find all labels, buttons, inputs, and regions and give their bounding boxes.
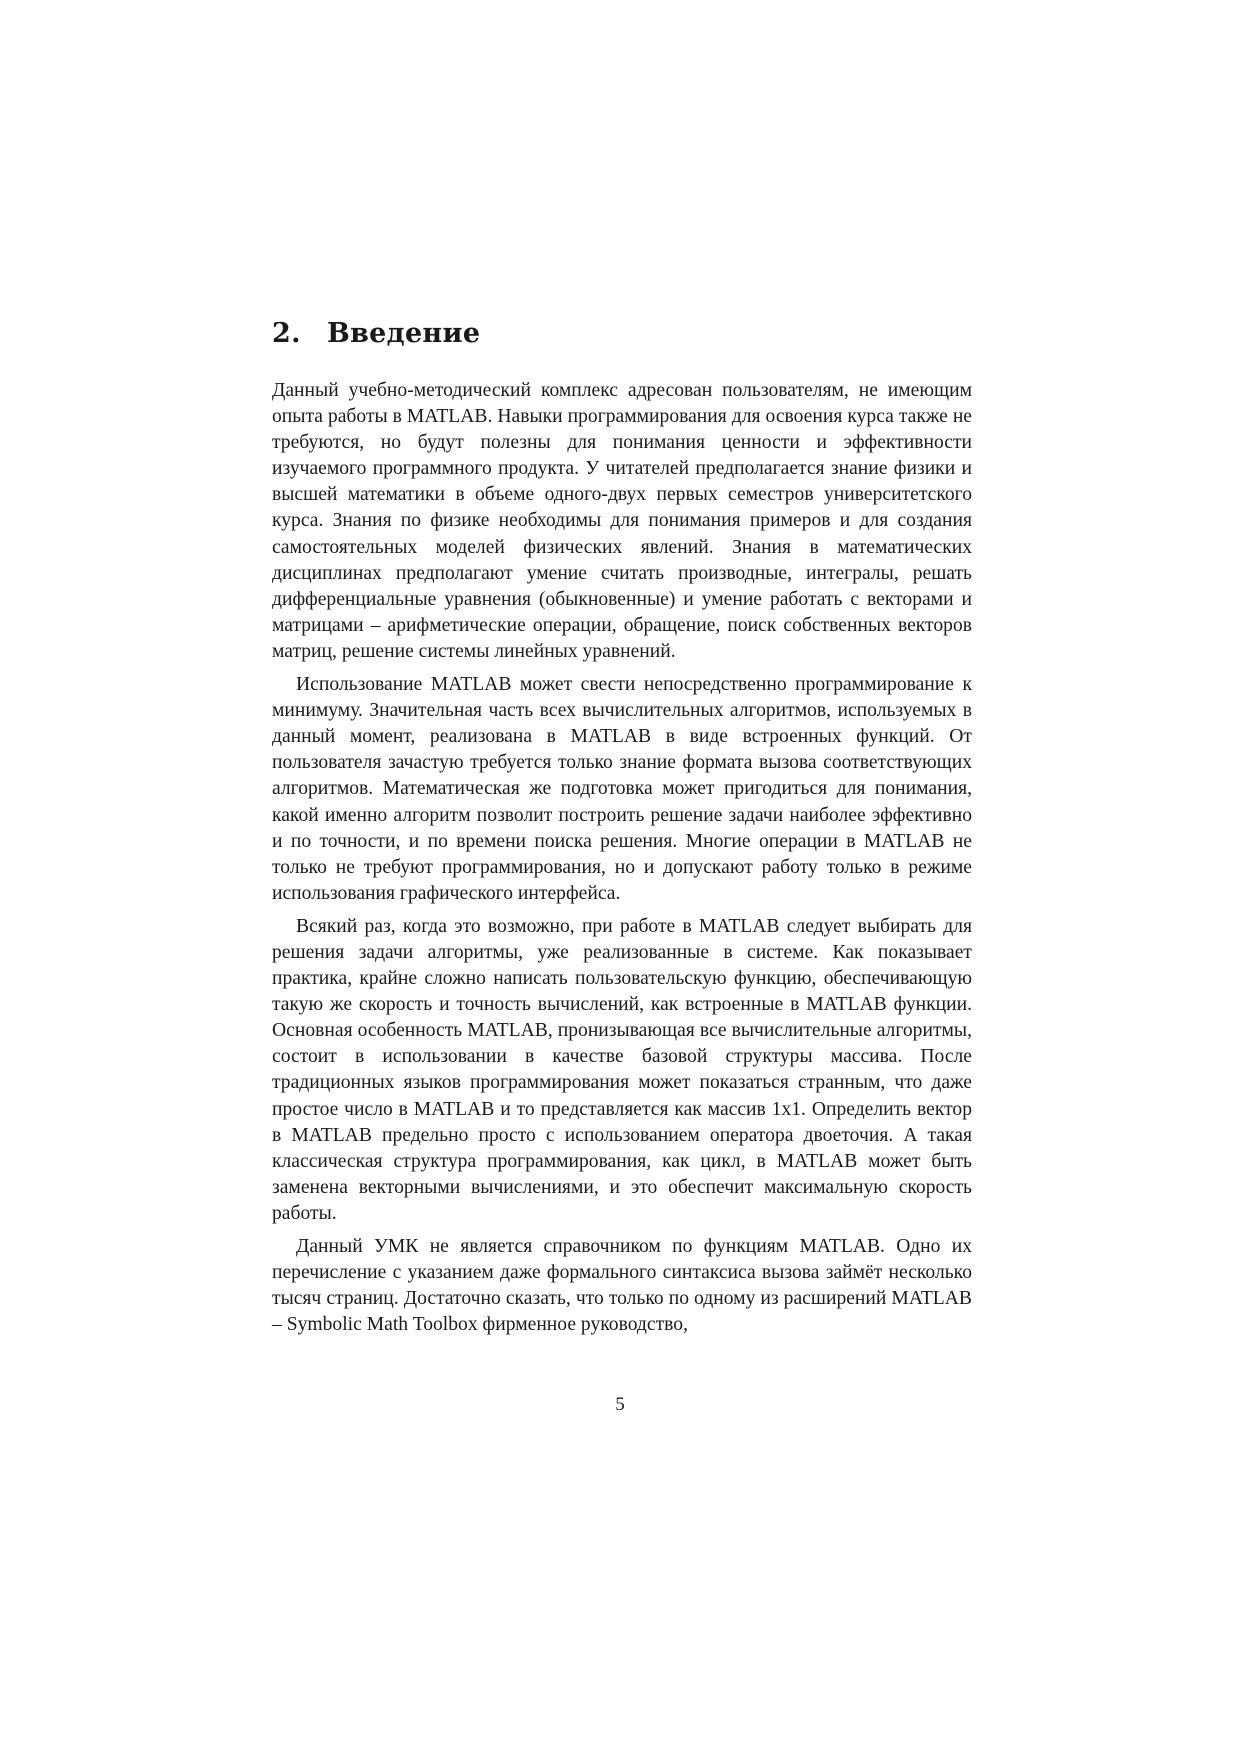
paragraph: Данный УМК не является справочником по функциям MATLAB. Одно их перечисление с указанием даже формального синтаксиса вызова займёт несколько тысяч страниц. Достаточно сказать, что только по одному из расширений MATLAB – Symbolic Math Toolbox фирменное руководство,	[272, 1236, 972, 1336]
paragraph: Использование MATLAB может свести непосредственно программирование к минимуму. Значительная часть всех вычислительных алгоритмов, используемых в данный момент, реализована в MATLAB в виде встроенных функций. От пользователя зачастую требуется только знание формата вызова соответствующих алгоритмов. Математическая же подготовка может пригодиться для понимания, какой именно алгоритм позволит построить решение задачи наиболее эффективно и по точности, и по времени поиска решения. Многие операции в MATLAB не только не требуют программирования, но и допускают работу только в режиме использования графического интерфейса.	[272, 674, 972, 904]
section-title: Введение	[327, 318, 481, 349]
paragraph: Данный учебно-методический комплекс адресован пользователям, не имеющим опыта работы в MATLAB. Навыки программирования для освоения курса также не требуются, но будут полезны для понимания ценности и эффективности изучаемого программного продукта. У читателей предполагается знание физики и высшей математики в объеме одного-двух первых семестров университетского курса. Знания по физике необходимы для понимания примеров и для создания самостоятельных моделей физических явлений. Знания в математических дисциплинах предполагают умение считать производные, интегралы, решать дифференциальные уравнения (обыкновенные) и умение работать с векторами и матрицами – арифметические операции, обращение, поиск собственных векторов матриц, решение системы линейных уравнений.	[272, 380, 972, 662]
body-text	[272, 378, 972, 1345]
section-number: 2.	[272, 318, 301, 349]
paragraph: Всякий раз, когда это возможно, при работе в MATLAB следует выбирать для решения задачи алгоритмы, уже реализованные в системе. Как показывает практика, крайне сложно написать пользовательскую функцию, обеспечивающую такую же скорость и точность вычислений, как встроенные в MATLAB функции. Основная особенность MATLAB, пронизывающая все вычислительные алгоритмы, состоит в использовании в качестве базовой структуры массива. После традиционных языков программирования может показаться странным, что даже простое число в MATLAB и то представляется как массив 1x1. Определить вектор в MATLAB предельно просто с использованием оператора двоеточия. А такая классическая структура программирования, как цикл, в MATLAB может быть заменена векторными вычислениями, и это обеспечит максимальную скорость работы.	[272, 915, 972, 1224]
page-number: 5	[615, 1394, 625, 1415]
section-heading	[272, 318, 480, 349]
